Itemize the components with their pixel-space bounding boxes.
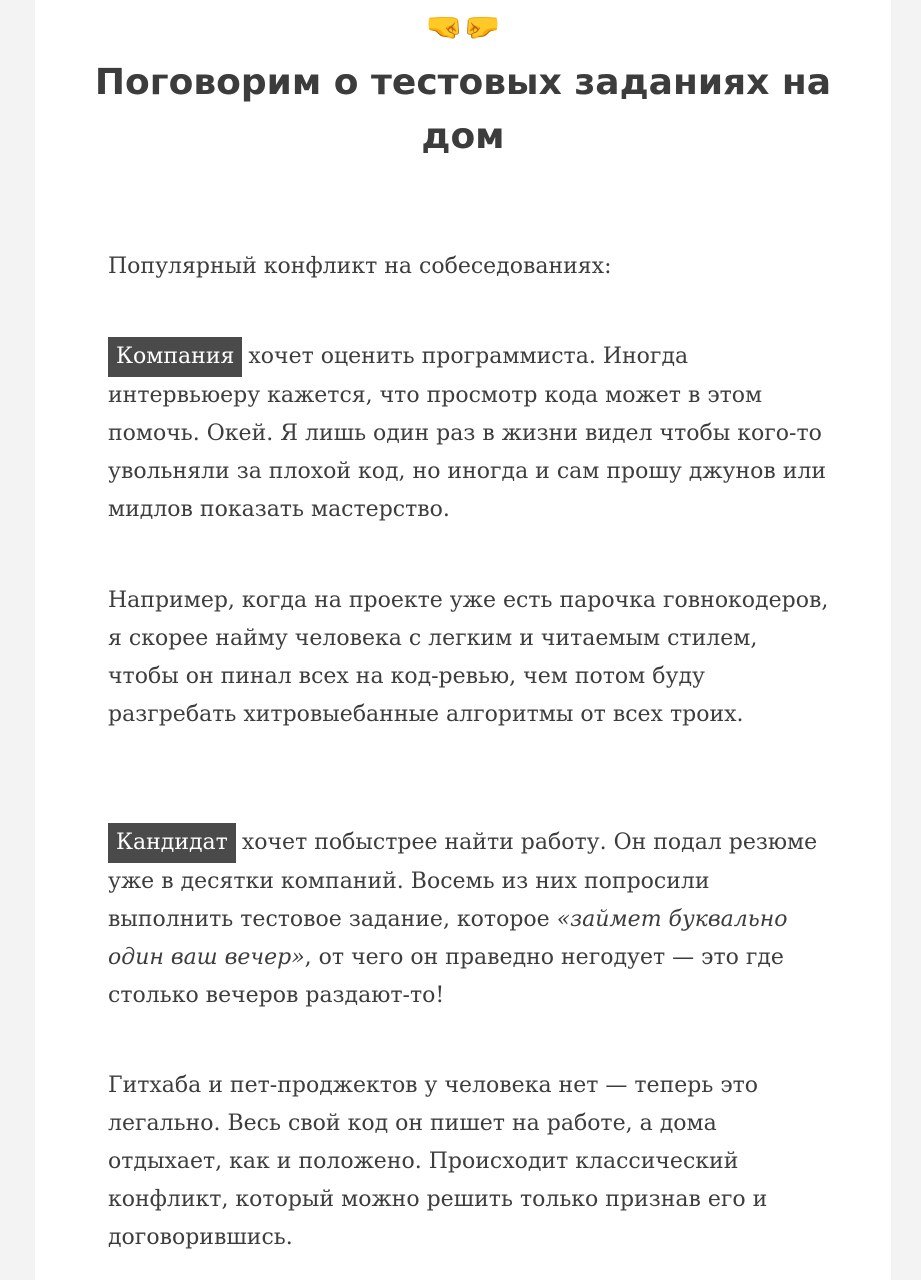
candidate-text-1: хочет побыстрее найти работу. Он подал резюме уже в десятки компаний. Восемь из них попросили выполнить тестовое задание, которое [108,830,818,932]
candidate-label: Кандидат [108,823,236,863]
intro-paragraph: Популярный конфликт на собеседованиях: [108,254,612,279]
candidate-text-2: , от чего он праведно негодует — это где столько вечеров раздают-то! [108,945,784,1008]
candidate-paragraph [108,823,833,1015]
company-text: хочет оценить программиста. Иногда интервьюеру кажется, что просмотр кода может в этом помочь. Окей. Я лишь один раз в жизни видел чтобы кого-то увольняли за плохой код, но иногда и сам прошу джунов или мидлов показать мастерство. [108,344,827,522]
github-paragraph: Гитхаба и пет-проджектов у человека нет — теперь это легально. Весь свой код он пишет на работе, а дома отдыхает, как и положено. Происходит классический конфликт, который можно решить только признав его и договорившись. [108,1073,768,1250]
example-paragraph: Например, когда на проекте уже есть парочка говнокодеров, я скорее найму человека с легким и читаемым стилем, чтобы он пинал всех на код-ревью, чем потом буду разгребать хитровыебанные алгоритмы от всех троих. [108,588,829,727]
company-paragraph [108,337,833,529]
fist-bump-icon: 🤜🤛 [425,10,501,45]
company-label: Компания [108,337,242,377]
candidate-quote: «займет буквально один ваш вечер» [108,907,788,970]
article-page [35,0,891,1280]
article-title: Поговорим о тестовых заданиях на дом [94,62,832,157]
